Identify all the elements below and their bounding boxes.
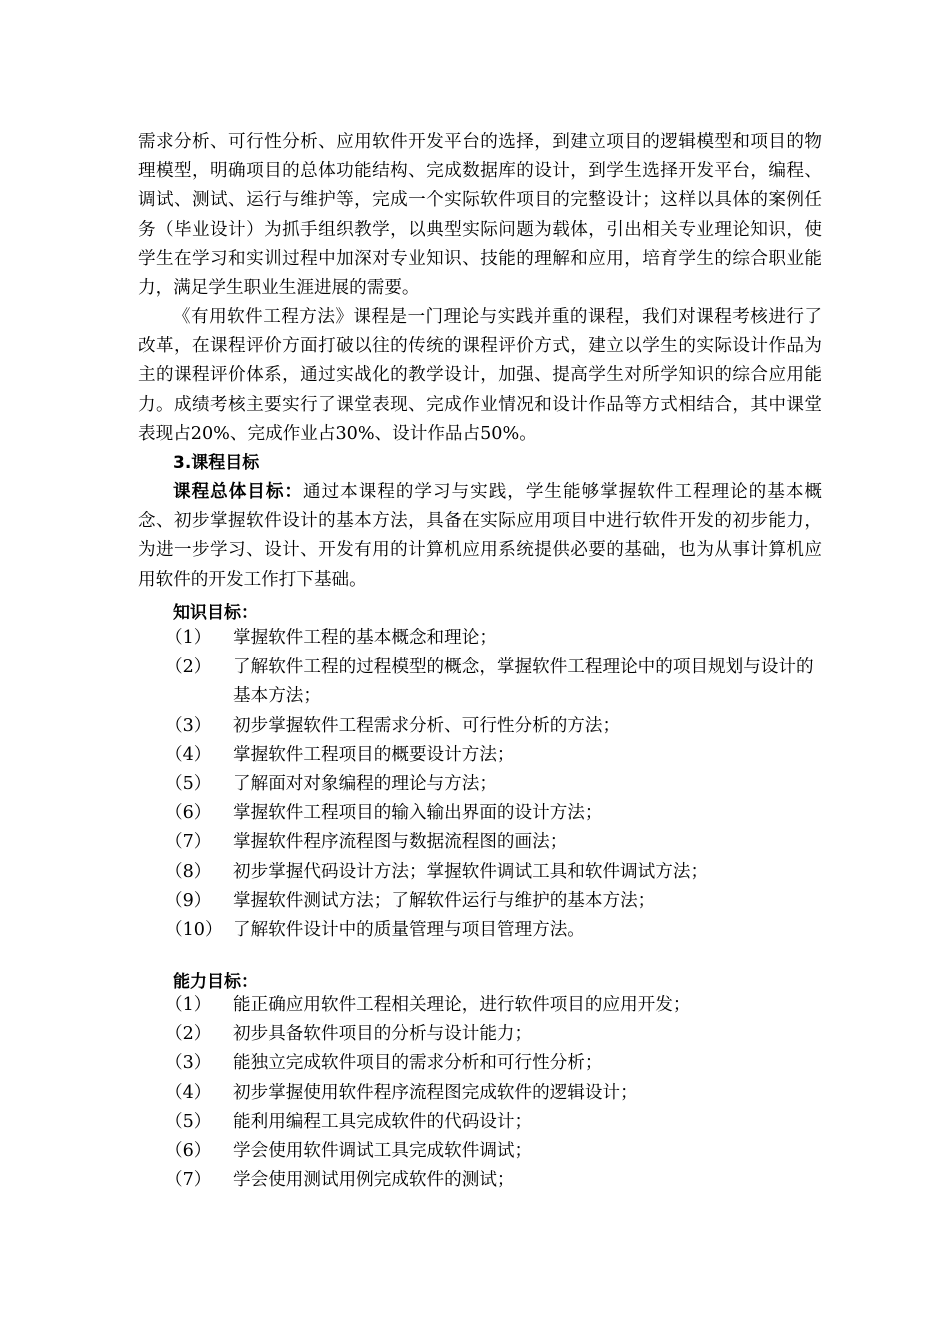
item-text: 学会使用测试用例完成软件的测试； <box>233 1170 515 1191</box>
item-text: 掌握软件程序流程图与数据流程图的画法； <box>233 832 568 853</box>
list-item <box>165 799 825 828</box>
list-item <box>165 1049 825 1078</box>
item-number: （8） <box>165 861 212 882</box>
paragraph-overall-goal <box>138 478 822 595</box>
list-item <box>165 887 825 916</box>
item-text: 能利用编程工具完成软件的代码设计； <box>233 1111 533 1132</box>
list-item <box>165 653 825 711</box>
item-number: （10） <box>165 920 223 941</box>
list-item <box>165 828 825 857</box>
list-item <box>165 858 825 887</box>
list-item <box>165 770 825 799</box>
item-text: 能独立完成软件项目的需求分析和可行性分析； <box>233 1053 603 1074</box>
list-item <box>165 991 825 1020</box>
list-item <box>165 1020 825 1049</box>
item-number: （9） <box>165 890 212 911</box>
item-number: （5） <box>165 1111 212 1132</box>
item-number: （1） <box>165 628 212 648</box>
list-item <box>165 712 825 741</box>
item-number: （2） <box>165 657 212 678</box>
list-item <box>165 1108 825 1137</box>
ability-title: 能力目标： <box>173 972 258 992</box>
item-text: 初步掌握软件工程需求分析、可行性分析的方法； <box>233 715 621 736</box>
list-item <box>165 916 825 945</box>
item-number: （7） <box>165 832 212 853</box>
item-number: （4） <box>165 1082 212 1103</box>
item-number: （5） <box>165 774 212 795</box>
list-item <box>165 741 825 770</box>
item-text: 初步具备软件项目的分析与设计能力； <box>233 1024 533 1045</box>
item-number: （4） <box>165 744 212 765</box>
item-text: 掌握软件工程的基本概念和理论； <box>233 628 497 648</box>
list-item <box>165 624 825 653</box>
item-number: （1） <box>165 995 212 1015</box>
ability-list <box>165 991 825 1195</box>
item-number: （7） <box>165 1170 212 1191</box>
overall-goal-label: 课程总体目标： <box>173 482 303 502</box>
list-item <box>165 1079 825 1108</box>
item-text: 了解软件设计中的质量管理与项目管理方法。 <box>233 920 585 941</box>
paragraph-assessment: 《有用软件工程方法》课程是一门理论与实践并重的课程，我们对课程考核进行了改革，在课程评价方面打破以往的传统的课程评价方式，建立以学生的实际设计作品为主的课程评价体系，通过实战化的教学设计，加强、提高学生对所学知识的综合应用能力。成绩考核主要实行了课堂表现、完成作业情况和设计作品等方式相结合，其中课堂表现占20%、完成作业占30%、设计作品占50%。 <box>138 307 822 444</box>
item-text: 学会使用软件调试工具完成软件调试； <box>233 1141 533 1162</box>
item-number: （3） <box>165 715 212 736</box>
list-item <box>165 1137 825 1166</box>
knowledge-title: 知识目标： <box>173 603 258 623</box>
item-text: 掌握软件测试方法；了解软件运行与维护的基本方法； <box>233 890 656 911</box>
item-text: 能正确应用软件工程相关理论，进行软件项目的应用开发； <box>233 995 691 1015</box>
item-number: （6） <box>165 1141 212 1162</box>
knowledge-list <box>165 624 825 945</box>
item-number: （3） <box>165 1053 212 1074</box>
section-heading: 3.课程目标 <box>173 453 260 473</box>
item-text: 初步掌握使用软件程序流程图完成软件的逻辑设计； <box>233 1082 638 1103</box>
item-text: 初步掌握代码设计方法；掌握软件调试工具和软件调试方法； <box>233 861 709 882</box>
item-text: 了解软件工程的过程模型的概念，掌握软件工程理论中的项目规划与设计的基本方法； <box>233 657 814 707</box>
list-item <box>165 1166 825 1195</box>
paragraph-intro: 需求分析、可行性分析、应用软件开发平台的选择，到建立项目的逻辑模型和项目的物理模型，明确项目的总体功能结构、完成数据库的设计，到学生选择开发平台，编程、调试、测试、运行与维护等，完成一个实际软件项目的完整设计；这样以具体的案例任务（毕业设计）为抓手组织教学，以典型实际问题为载体，引出相关专业理论知识，使学生在学习和实训过程中加深对专业知识、技能的理解和应用，培育学生的综合职业能力，满足学生职业生涯进展的需要。 <box>138 132 822 299</box>
item-text: 掌握软件工程项目的输入输出界面的设计方法； <box>233 803 603 824</box>
item-text: 了解面对对象编程的理论与方法； <box>233 774 497 795</box>
item-number: （2） <box>165 1024 212 1045</box>
item-number: （6） <box>165 803 212 824</box>
overall-goal-text: 通过本课程的学习与实践，学生能够掌握软件工程理论的基本概念、初步掌握软件设计的基本方法，具备在实际应用项目中进行软件开发的初步能力，为进一步学习、设计、开发有用的计算机应用系统提供必要的基础，也为从事计算机应用软件的开发工作打下基础。 <box>138 482 822 590</box>
item-text: 掌握软件工程项目的概要设计方法； <box>233 744 515 765</box>
